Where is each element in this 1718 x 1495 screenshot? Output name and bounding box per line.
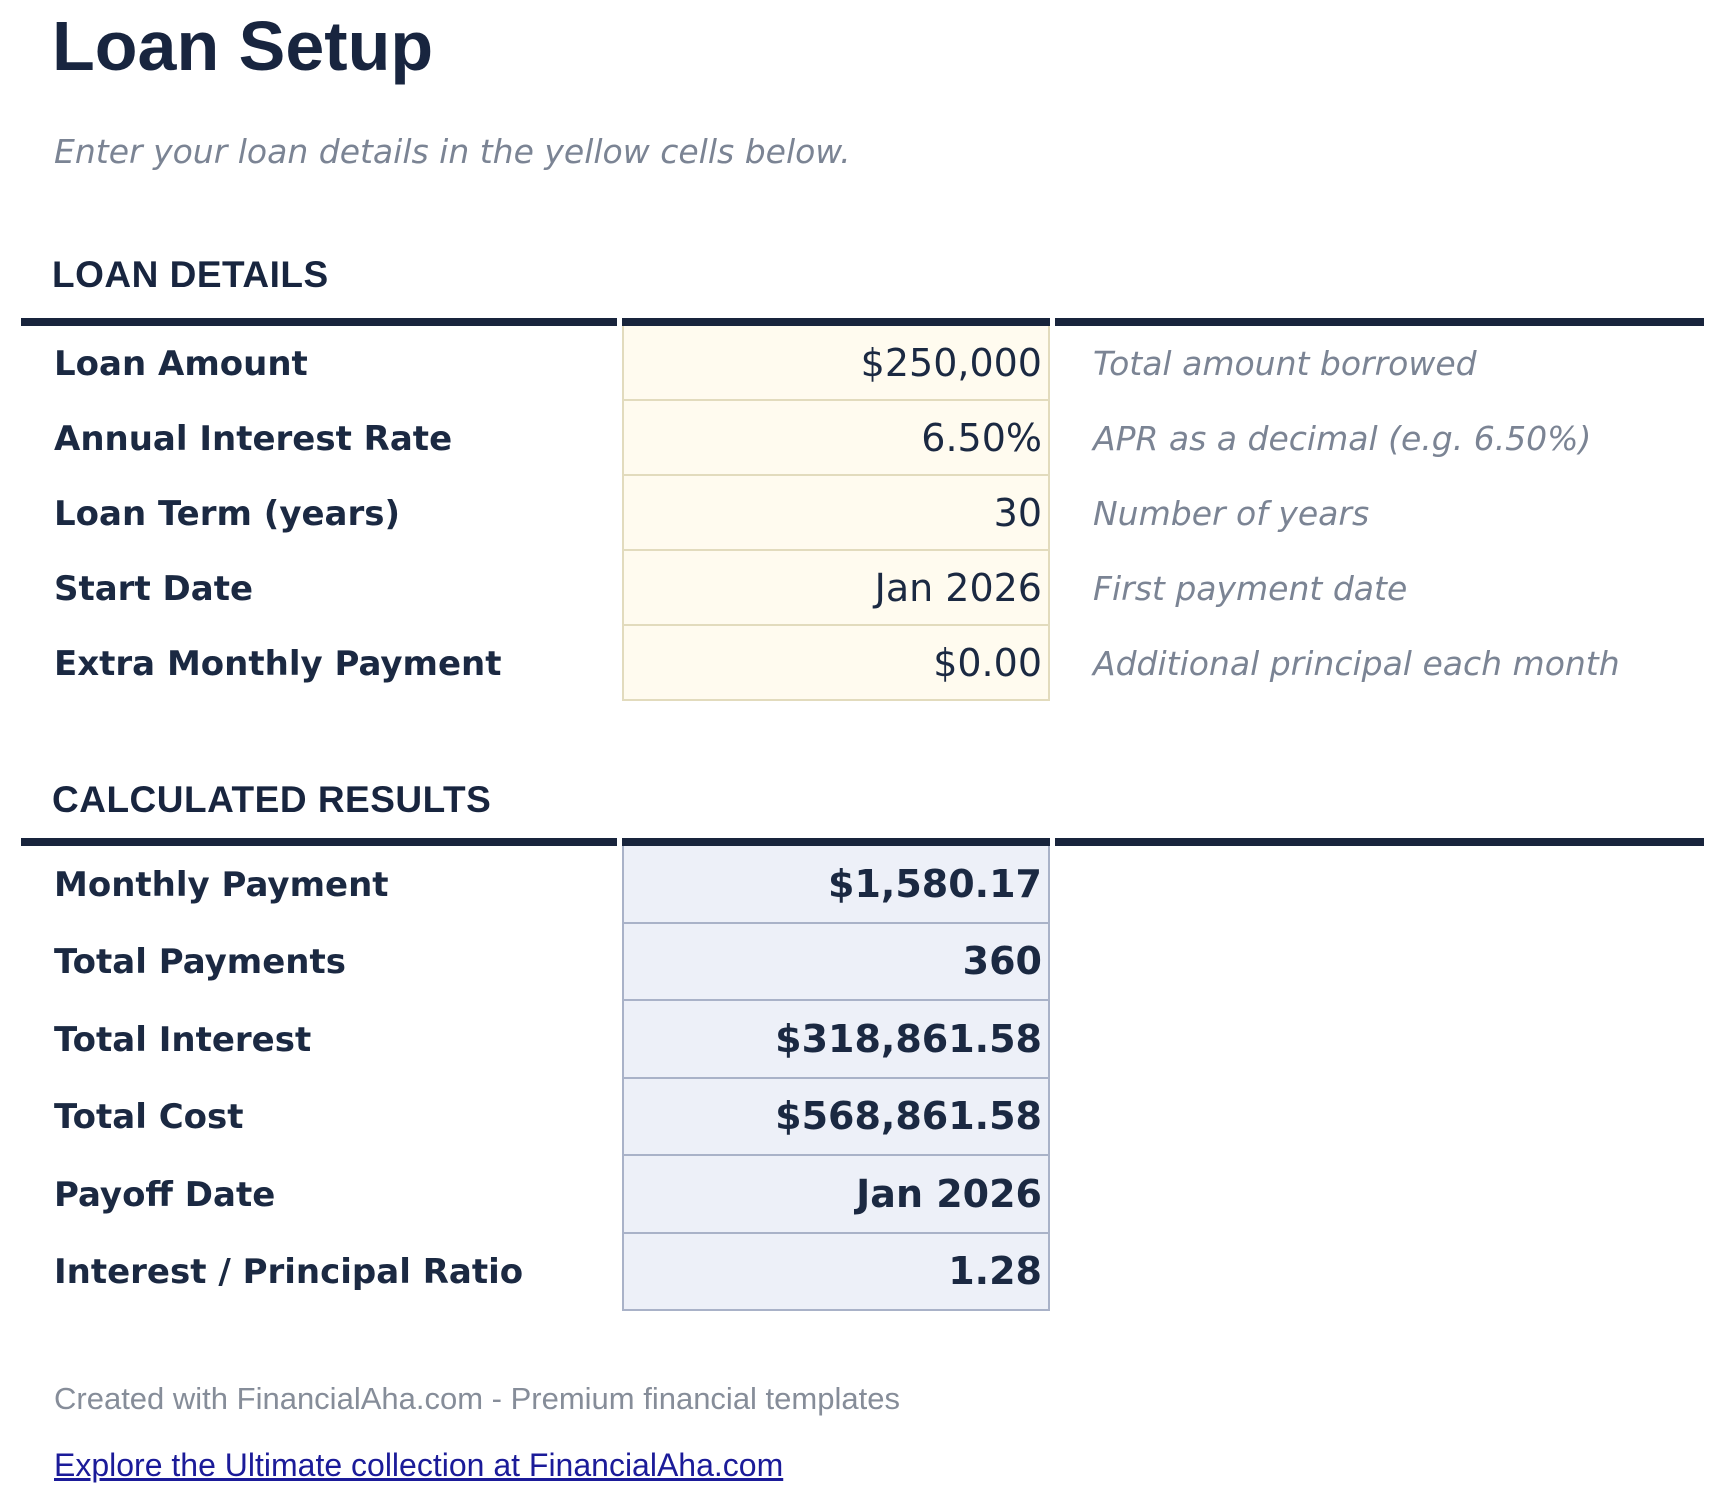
loan-amount-note: Total amount borrowed <box>1093 344 1477 383</box>
interest-principal-ratio-label: Interest / Principal Ratio <box>54 1252 524 1293</box>
total-cost-label: Total Cost <box>54 1097 244 1138</box>
page-subtitle: Enter your loan details in the yellow cells below. <box>54 132 851 171</box>
loan-term-input-cell[interactable]: 30 <box>622 476 1050 551</box>
payoff-date-value-cell: Jan 2026 <box>622 1156 1050 1234</box>
start-date-label: Start Date <box>54 568 254 609</box>
top-border-label-segment <box>21 838 617 846</box>
monthly-payment-value-cell: $1,580.17 <box>622 846 1050 924</box>
empty-cell <box>1055 1234 1704 1312</box>
loan-details-heading: LOAN DETAILS <box>52 254 329 295</box>
table-top-border <box>21 838 1704 846</box>
interest-principal-ratio-value-cell: 1.28 <box>622 1234 1050 1312</box>
loan-details-grid <box>21 326 1704 701</box>
extra-payment-label: Extra Monthly Payment <box>54 643 502 684</box>
extra-payment-input-cell[interactable]: $0.00 <box>622 626 1050 701</box>
interest-rate-input-cell[interactable]: 6.50% <box>622 401 1050 476</box>
loan-term-note: Number of years <box>1093 494 1370 533</box>
table-top-border <box>21 318 1704 326</box>
extra-payment-note: Additional principal each month <box>1093 644 1620 683</box>
payoff-date-label: Payoff Date <box>54 1174 276 1215</box>
total-payments-value-cell: 360 <box>622 924 1050 1002</box>
top-border-note-segment <box>1055 318 1704 326</box>
interest-rate-note: APR as a decimal (e.g. 6.50%) <box>1093 419 1592 458</box>
monthly-payment-label: Monthly Payment <box>54 864 389 905</box>
total-interest-value-cell: $318,861.58 <box>622 1001 1050 1079</box>
empty-cell <box>1055 1001 1704 1079</box>
loan-details-table <box>21 318 1704 701</box>
start-date-note: First payment date <box>1093 569 1408 608</box>
interest-rate-label: Annual Interest Rate <box>54 418 453 459</box>
start-date-input-cell[interactable]: Jan 2026 <box>622 551 1050 626</box>
financialaha-link[interactable]: Explore the Ultimate collection at FinancialAha.com <box>54 1447 784 1483</box>
page-title: Loan Setup <box>52 7 434 85</box>
calculated-results-heading: CALCULATED RESULTS <box>52 779 492 820</box>
calculated-results-grid <box>21 846 1704 1311</box>
total-cost-value-cell: $568,861.58 <box>622 1079 1050 1157</box>
top-border-value-segment <box>622 838 1050 846</box>
top-border-value-segment <box>622 318 1050 326</box>
empty-cell <box>1055 1079 1704 1157</box>
total-payments-label: Total Payments <box>54 942 346 983</box>
top-border-note-segment <box>1055 838 1704 846</box>
empty-cell <box>1055 846 1704 924</box>
empty-cell <box>1055 924 1704 1002</box>
footer-credit-text: Created with FinancialAha.com - Premium financial templates <box>54 1381 900 1416</box>
empty-cell <box>1055 1156 1704 1234</box>
loan-amount-input-cell[interactable]: $250,000 <box>622 326 1050 401</box>
top-border-label-segment <box>21 318 617 326</box>
calculated-results-table <box>21 838 1704 1311</box>
loan-term-label: Loan Term (years) <box>54 493 401 534</box>
loan-amount-label: Loan Amount <box>54 343 308 384</box>
total-interest-label: Total Interest <box>54 1019 312 1060</box>
